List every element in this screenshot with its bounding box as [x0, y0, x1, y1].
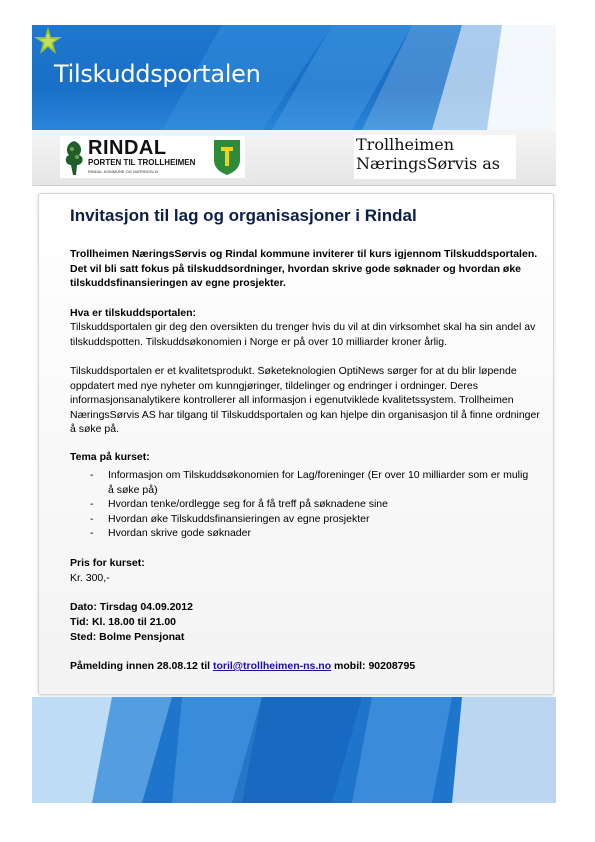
signup-line — [70, 659, 540, 674]
rindal-logo — [60, 136, 245, 178]
topic-text: Hvordan tenke/ordlegge seg for å få treff på søknadene sine — [108, 498, 388, 510]
star-logo-icon — [32, 25, 64, 57]
list-item: - Hvordan tenke/ordlegge seg for å få treff på søknadene sine — [90, 498, 388, 510]
topic-text: Hvordan skrive gode søknader — [108, 527, 251, 539]
signup-suffix: mobil: 90208795 — [331, 660, 416, 672]
tree-figure-icon — [61, 137, 87, 177]
event-time: Tid: Kl. 18.00 til 21.00 — [70, 616, 177, 628]
footer-banner — [32, 697, 556, 803]
topics-heading: Tema på kurset: — [70, 451, 150, 463]
list-item: - Hvordan skrive gode søknader — [90, 527, 251, 539]
event-date: Dato: Tirsdag 04.09.2012 — [70, 601, 193, 613]
what-heading: Hva er tilskuddsportalen: — [70, 307, 197, 319]
topic-text: Informasjon om Tilskuddsøkonomien for Lag/foreninger (Er over 10 milliarder som er mulig å søke på) — [108, 469, 529, 496]
partner-line2: NæringsSørvis as — [356, 154, 501, 173]
topics-list — [90, 468, 530, 541]
price-heading: Pris for kurset: — [70, 557, 145, 569]
partner-line1: Trollheimen — [356, 135, 455, 154]
header-banner — [32, 25, 556, 130]
partner-logo — [354, 135, 516, 179]
product-paragraph: Tilskuddsportalen er et kvalitetsprodukt. Søketeknologien OptiNews sørger for at du blir løpende oppdatert med nye nyheter om kunngjøringer, tildelinger og endringer i ordninger. Deres informasjonsanalytikere kontrollerer all informasjon i egenutviklede kvalitetssystem. Trollheimen NæringsSørvis AS har tilgang til Tilskuddsportalen og kan hjelpe din organisasjon til å finne ordninger å søke på. — [70, 365, 540, 435]
flyer-page — [32, 25, 556, 803]
what-paragraph: Tilskuddsportalen gir deg den oversikten du trenger hvis du vil at din virksomhet skal ha sin andel av tilskuddspotten. Tilskuddsøkonomien i Norge er på over 10 milliarder kroner årlig. — [70, 321, 536, 348]
list-item: - Hvordan øke Tilskuddsfinansieringen av egne prosjekter — [90, 512, 370, 525]
document-title: Invitasjon til lag og organisasjoner i Rindal — [70, 206, 417, 225]
signup-prefix: Påmelding innen 28.08.12 til — [70, 660, 213, 672]
footer-decoration — [32, 697, 556, 803]
price-value: Kr. 300,- — [70, 572, 110, 584]
event-place: Sted: Bolme Pensjonat — [70, 631, 185, 643]
list-item: - Informasjon om Tilskuddsøkonomien for Lag/foreninger (Er over 10 milliarder som er mulig å søke på) — [90, 469, 529, 496]
logos-row — [32, 130, 556, 186]
intro-paragraph: Trollheimen NæringsSørvis og Rindal kommune inviterer til kurs igjennom Tilskuddsportalen. Det vil bli satt fokus på tilskuddsordninger, hvordan skrive gode søknader og hvordan øke tilskuddsfinansieringen av egne prosjekter. — [70, 248, 538, 289]
coat-of-arms-icon — [212, 138, 242, 176]
rindal-name: RINDAL — [88, 137, 167, 159]
portal-title: Tilskuddsportalen — [54, 60, 261, 88]
rindal-subtext: RINDAL KOMMUNE OG NÆRINGSLIV — [88, 169, 159, 174]
topic-text: Hvordan øke Tilskuddsfinansieringen av egne prosjekter — [108, 512, 370, 525]
rindal-tagline: PORTEN TIL TROLLHEIMEN — [88, 158, 196, 167]
signup-email-link[interactable]: toril@trollheimen-ns.no — [212, 660, 332, 672]
